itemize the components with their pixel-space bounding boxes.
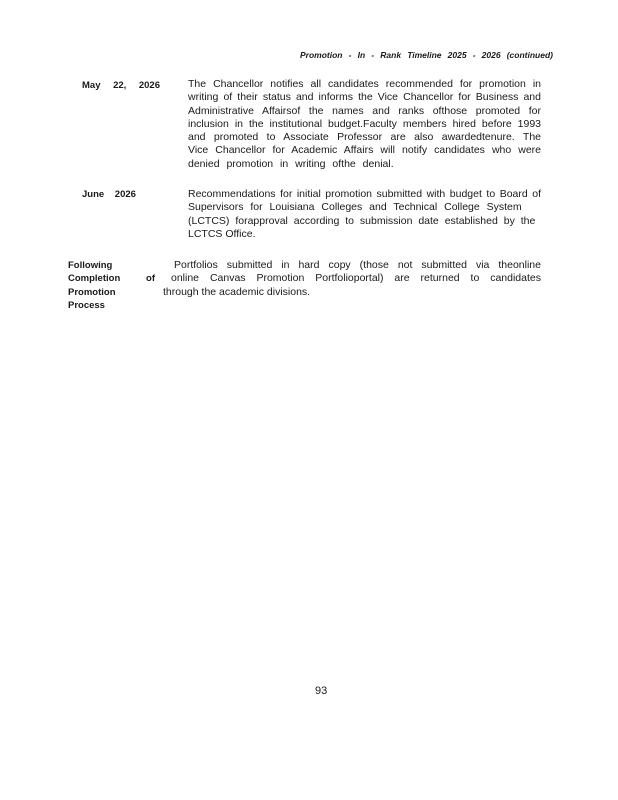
text-line: and promoted to Associate Professor are also awardedtenure. The — [188, 131, 541, 144]
text-line: Recommendations for initial promotion submitted with budget to Board of — [188, 188, 541, 200]
entry-description — [188, 78, 541, 171]
page-header-title: Promotion - In - Rank Timeline 2025 - 2026 (continued) — [300, 50, 553, 60]
text-line: inclusion in the institutional budget.Faculty members hired before 1993 — [188, 117, 541, 130]
text-line: Portfolios submitted in hard copy (those not submitted via theonline — [174, 259, 541, 271]
text-line: denied promotion in writing ofthe denial. — [188, 157, 394, 170]
text-line: writing of their status and informs the Vice Chancellor for Business and — [188, 91, 541, 104]
text-line: Completion of — [68, 273, 155, 285]
text-line: through the academic divisions. — [163, 285, 311, 298]
text-line: Promotion Process — [68, 286, 116, 311]
text-line: LCTCS Office. — [188, 227, 256, 240]
entry-date: May 22, 2026 — [82, 80, 160, 91]
entry-description — [163, 259, 541, 299]
text-line: online Canvas Promotion Portfolioportal) are returned to candidates — [171, 272, 541, 285]
text-line: Following — [68, 260, 113, 271]
page-number: 93 — [315, 685, 328, 697]
text-line: Supervisors for Louisiana Colleges and Technical College System — [188, 201, 522, 214]
text-line: Vice Chancellor for Academic Affairs will notify candidates who were — [188, 144, 541, 157]
entry-date: June 2026 — [82, 189, 136, 200]
text-line: The Chancellor notifies all candidates recommended for promotion in — [188, 78, 541, 90]
entry-date — [68, 259, 155, 312]
text-line: Administrative Affairsof the names and ranks ofthose promoted for — [188, 104, 541, 117]
entry-description — [188, 188, 541, 241]
text-line: (LCTCS) forapproval according to submission date established by the — [188, 214, 536, 227]
